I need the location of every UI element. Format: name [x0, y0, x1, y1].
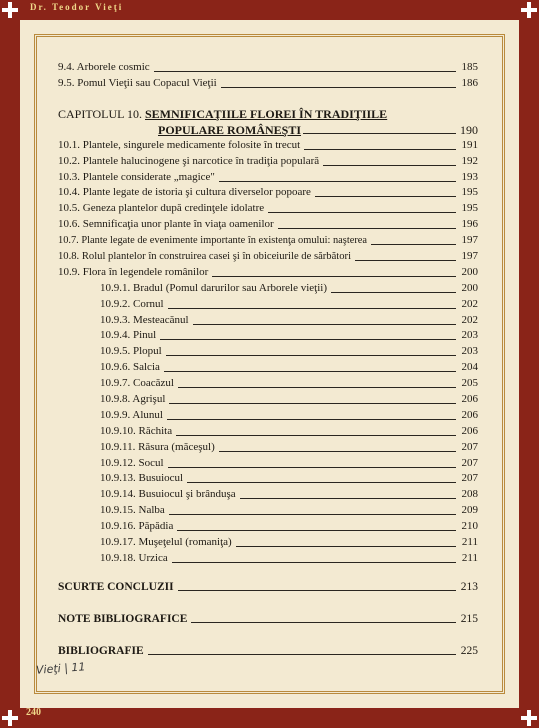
- toc-entry: [58, 201, 478, 217]
- toc-entry-page: 191: [461, 138, 478, 151]
- leader-line: [323, 154, 456, 166]
- leader-line: [212, 265, 456, 277]
- toc-subentry-page: 208: [461, 488, 478, 501]
- page-number: 240: [26, 707, 41, 718]
- toc-entry: [58, 154, 478, 170]
- leader-line: [278, 217, 456, 229]
- leader-line: [219, 440, 456, 452]
- toc-subentry: [58, 376, 478, 392]
- toc-subentry-page: 202: [461, 313, 478, 326]
- toc-subentry: [58, 297, 478, 313]
- toc-entry-label: 10.3. Plantele considerate „magice": [58, 170, 215, 183]
- toc-entry-label: 10.7. Plante legate de evenimente importante în existenţa omului: naşterea: [58, 235, 368, 247]
- toc-entry-page: 200: [461, 265, 478, 278]
- toc-entry-page: 186: [461, 76, 478, 89]
- toc-section-label: BIBLIOGRAFIE: [58, 644, 144, 657]
- toc-subentry-label: 10.9.12. Socul: [100, 456, 164, 469]
- toc-entry: [58, 170, 478, 186]
- toc-subentry: [58, 424, 478, 440]
- leader-line: [236, 535, 456, 547]
- toc-subentry-label: 10.9.7. Coacăzul: [100, 377, 174, 390]
- toc-subentry-label: 10.9.6. Salcia: [100, 361, 160, 374]
- toc-subentry-label: 10.9.11. Răsura (măceşul): [100, 440, 215, 453]
- toc-subentry-page: 200: [461, 281, 478, 294]
- toc-subentry-page: 207: [461, 440, 478, 453]
- toc-entry: [58, 185, 478, 201]
- leader-line: [355, 249, 456, 261]
- leader-line: [315, 185, 456, 197]
- leader-line: [169, 392, 456, 404]
- toc-subentry: [58, 360, 478, 376]
- chapter-prefix: CAPITOLUL 10.: [58, 106, 145, 121]
- toc-subentry-label: 10.9.10. Răchita: [100, 424, 173, 437]
- leader-line: [303, 122, 456, 134]
- toc-subentry-label: 10.9.2. Cornul: [100, 297, 164, 310]
- toc-entry-label: 10.9. Flora în legendele românilor: [58, 265, 209, 278]
- leader-line: [164, 360, 456, 372]
- leader-line: [331, 281, 456, 293]
- toc-subentry-label: 10.9.14. Busuiocul şi brânduşa: [100, 488, 236, 501]
- toc-entry: [58, 217, 478, 233]
- toc-subentry: [58, 344, 478, 360]
- toc-entry-label: 9.5. Pomul Vieţii sau Copacul Vieţii: [58, 76, 217, 89]
- toc-entry: [58, 60, 478, 76]
- toc-subentry-page: 204: [461, 361, 478, 374]
- toc-subentry-label: 10.9.16. Păpădia: [100, 520, 174, 533]
- leader-line: [160, 328, 456, 340]
- leader-line: [177, 519, 456, 531]
- toc-subentry-page: 202: [461, 297, 478, 310]
- toc-section-label: NOTE BIBLIOGRAFICE: [58, 612, 188, 625]
- toc-entry: [58, 265, 478, 281]
- table-of-contents: [58, 60, 478, 659]
- leader-line: [187, 471, 456, 483]
- leader-line: [178, 579, 456, 591]
- toc-section-bibliography: [58, 643, 478, 659]
- toc-subentry-page: 209: [461, 504, 478, 517]
- corner-cross-icon: [519, 708, 539, 728]
- leader-line: [169, 503, 456, 515]
- toc-subentry-page: 207: [461, 472, 478, 485]
- leader-line: [178, 376, 456, 388]
- leader-line: [221, 76, 456, 88]
- leader-line: [166, 344, 456, 356]
- toc-subentry: [58, 313, 478, 329]
- toc-subentry-page: 205: [461, 377, 478, 390]
- toc-subentry: [58, 440, 478, 456]
- toc-subentry-page: 206: [461, 393, 478, 406]
- toc-subentry: [58, 471, 478, 487]
- corner-cross-icon: [519, 0, 539, 20]
- toc-section-conclusions: [58, 579, 478, 595]
- leader-line: [240, 487, 456, 499]
- toc-entry-page: 193: [461, 170, 478, 183]
- toc-subentry: [58, 281, 478, 297]
- toc-subentry-page: 211: [461, 551, 478, 564]
- toc-subentry-label: 10.9.1. Bradul (Pomul darurilor sau Arborele vieţii): [100, 281, 327, 294]
- leader-line: [167, 408, 456, 420]
- toc-subentry: [58, 503, 478, 519]
- leader-line: [154, 60, 456, 72]
- toc-subentry-label: 10.9.8. Agrişul: [100, 393, 166, 406]
- toc-subentry-label: 10.9.3. Mesteacănul: [100, 313, 189, 326]
- toc-section-label: SCURTE CONCLUZII: [58, 580, 174, 593]
- leader-line: [371, 233, 456, 245]
- toc-subentry: [58, 392, 478, 408]
- toc-entry: [58, 249, 478, 265]
- handwritten-note: Vieţi | 11: [35, 660, 86, 677]
- toc-subentry: [58, 535, 478, 551]
- toc-entry-label: 10.4. Plante legate de istoria şi cultura diverselor popoare: [58, 186, 311, 199]
- toc-section-page: 225: [460, 644, 478, 657]
- corner-cross-icon: [0, 708, 20, 728]
- leader-line: [193, 313, 456, 325]
- toc-subentry-label: 10.9.18. Urzica: [100, 551, 168, 564]
- toc-entry-label: 9.4. Arborele cosmic: [58, 61, 150, 73]
- toc-subentry-label: 10.9.13. Busuiocul: [100, 472, 184, 485]
- toc-entry: [58, 233, 478, 249]
- toc-subentry-page: 206: [461, 408, 478, 421]
- toc-subentry-label: 10.9.9. Alunul: [100, 408, 163, 421]
- toc-entry-label: 10.1. Plantele, singurele medicamente folosite în trecut: [58, 138, 301, 151]
- leader-line: [176, 424, 456, 436]
- toc-section-notes: [58, 611, 478, 627]
- toc-subentry: [58, 551, 478, 567]
- toc-subentry-page: 206: [461, 424, 478, 437]
- chapter-title-line2: POPULARE ROMÂNEŞTI: [158, 122, 302, 137]
- toc-subentry-label: 10.9.5. Plopul: [100, 345, 162, 358]
- toc-subentry: [58, 328, 478, 344]
- toc-entry-page: 195: [461, 202, 478, 215]
- toc-entry-page: 195: [461, 186, 478, 199]
- leader-line: [168, 297, 456, 309]
- leader-line: [219, 170, 456, 182]
- leader-line: [268, 201, 456, 213]
- chapter-page: 190: [460, 122, 478, 137]
- toc-subentry-page: 211: [461, 536, 478, 549]
- toc-section-page: 215: [460, 612, 478, 625]
- toc-subentry-label: 10.9.4. Pinul: [100, 329, 157, 342]
- leader-line: [304, 138, 456, 150]
- toc-subentry-page: 210: [461, 520, 478, 533]
- toc-entry-label: 10.2. Plantele halucinogene şi narcotice în tradiţia populară: [58, 154, 320, 167]
- toc-entry-label: 10.5. Geneza plantelor după credinţele idolatre: [58, 202, 265, 215]
- toc-subentry-page: 203: [461, 329, 478, 342]
- toc-subentry-page: 203: [461, 345, 478, 358]
- toc-subentry: [58, 408, 478, 424]
- leader-line: [168, 456, 456, 468]
- chapter-title-line1: SEMNIFICAŢIILE FLOREI ÎN TRADIŢIILE: [145, 106, 388, 121]
- toc-entry-page: 185: [461, 61, 478, 73]
- chapter-heading: [58, 106, 478, 138]
- leader-line: [148, 643, 456, 655]
- toc-entry-page: 192: [461, 154, 478, 167]
- toc-subentry: [58, 487, 478, 503]
- leader-line: [172, 551, 456, 563]
- corner-cross-icon: [0, 0, 20, 20]
- leader-line: [191, 611, 456, 623]
- toc-entry: [58, 138, 478, 154]
- toc-section-page: 213: [460, 580, 478, 593]
- toc-subentry-page: 207: [461, 456, 478, 469]
- toc-subentry-label: 10.9.15. Nalba: [100, 504, 165, 517]
- toc-entry: [58, 76, 478, 92]
- toc-entry-label: 10.8. Rolul plantelor în construirea casei şi în obiceiurile de sărbători: [58, 251, 352, 263]
- toc-entry-page: 197: [461, 234, 478, 247]
- toc-entry-page: 197: [461, 250, 478, 263]
- toc-entry-page: 196: [461, 218, 478, 231]
- toc-subentry: [58, 519, 478, 535]
- toc-subentry: [58, 456, 478, 472]
- toc-subentry-label: 10.9.17. Muşeţelul (romaniţa): [100, 536, 232, 549]
- toc-entry-label: 10.6. Semnificaţia unor plante în viaţa oamenilor: [58, 218, 274, 231]
- running-head: Dr. Teodor Vieţi: [30, 2, 124, 12]
